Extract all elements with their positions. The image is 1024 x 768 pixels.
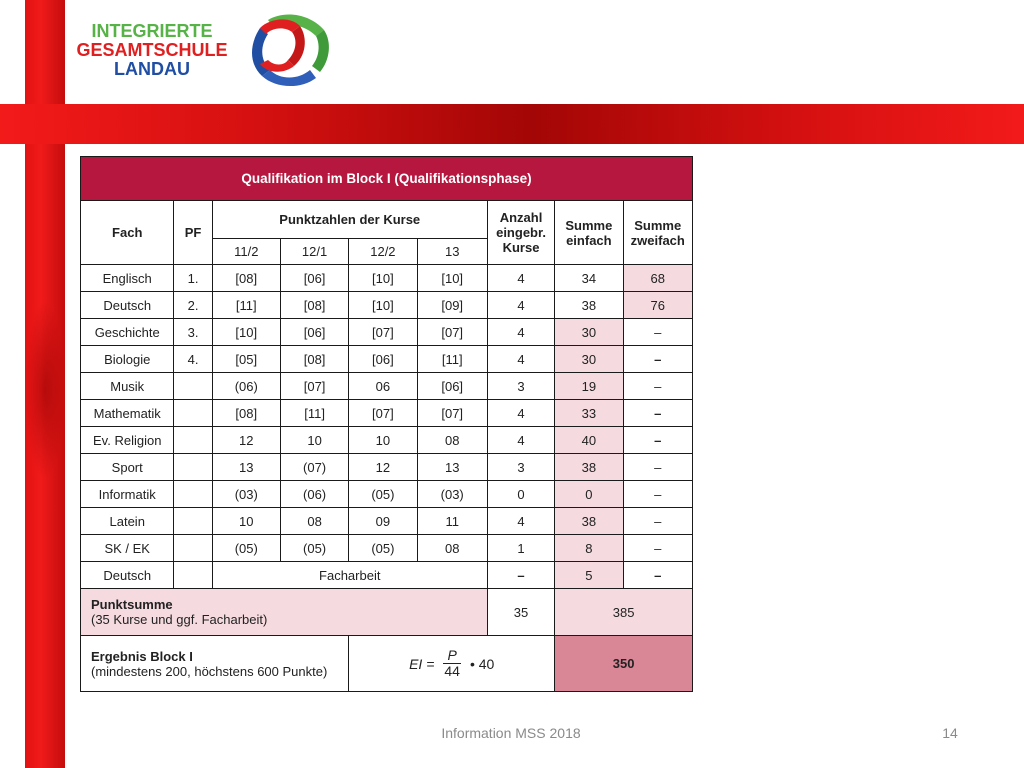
cell-k1: [08] xyxy=(212,265,280,292)
cell-k3: [07] xyxy=(349,319,417,346)
table-title: Qualifikation im Block I (Qualifikationsphase) xyxy=(81,157,693,201)
footer-title: Information MSS 2018 xyxy=(441,725,581,741)
punktsumme-label-cell xyxy=(81,589,488,636)
header-term: 11/2 xyxy=(212,239,280,265)
header-summe-einfach: Summe einfach xyxy=(555,201,623,265)
punktsumme-label: Punktsumme xyxy=(91,597,173,612)
table-row xyxy=(81,265,693,292)
cell-zweifach: – xyxy=(623,373,693,400)
cell-anzahl: 4 xyxy=(487,508,554,535)
cell-einfach: 0 xyxy=(555,481,623,508)
cell-anzahl: 3 xyxy=(487,454,554,481)
cell-k3: 09 xyxy=(349,508,417,535)
cell-fach: Musik xyxy=(81,373,174,400)
cell-zweifach: – xyxy=(623,319,693,346)
ergebnis-label-cell xyxy=(81,636,349,692)
cell-k2: 08 xyxy=(280,508,348,535)
cell-einfach: 33 xyxy=(555,400,623,427)
cell-zweifach: – xyxy=(623,481,693,508)
punktsumme-value: 385 xyxy=(555,589,693,636)
formula-fraction xyxy=(440,648,464,679)
cell-zweifach: – xyxy=(623,508,693,535)
facharbeit-einfach: 5 xyxy=(555,562,623,589)
cell-pf xyxy=(174,427,212,454)
cell-einfach: 38 xyxy=(555,454,623,481)
cell-k2: (06) xyxy=(280,481,348,508)
cell-einfach: 38 xyxy=(555,292,623,319)
header-term: 12/1 xyxy=(280,239,348,265)
cell-einfach: 40 xyxy=(555,427,623,454)
header-anzahl: Anzahl eingebr. Kurse xyxy=(487,201,554,265)
cell-k3: [10] xyxy=(349,292,417,319)
header-summe-zweifach: Summe zweifach xyxy=(623,201,693,265)
cell-anzahl: 3 xyxy=(487,373,554,400)
cell-k2: [07] xyxy=(280,373,348,400)
logo-line-1: INTEGRIERTE xyxy=(91,21,213,41)
table-row xyxy=(81,373,693,400)
cell-k3: (05) xyxy=(349,535,417,562)
cell-k1: [08] xyxy=(212,400,280,427)
cell-fach: Englisch xyxy=(81,265,174,292)
cell-k4: 08 xyxy=(417,427,487,454)
table-row xyxy=(81,292,693,319)
cell-k1: (05) xyxy=(212,535,280,562)
ergebnis-formula xyxy=(409,648,494,679)
cell-einfach: 8 xyxy=(555,535,623,562)
school-logo-icon xyxy=(240,8,332,92)
cell-anzahl: 1 xyxy=(487,535,554,562)
cell-zweifach: – xyxy=(623,400,693,427)
table-row xyxy=(81,346,693,373)
cell-pf: 4. xyxy=(174,346,212,373)
cell-fach: Deutsch xyxy=(81,292,174,319)
logo-line-3: LANDAU xyxy=(114,59,190,79)
cell-zweifach: – xyxy=(623,427,693,454)
cell-anzahl: 4 xyxy=(487,319,554,346)
cell-pf xyxy=(174,373,212,400)
cell-k4: [07] xyxy=(417,400,487,427)
cell-k3: [07] xyxy=(349,400,417,427)
cell-zweifach: 76 xyxy=(623,292,693,319)
ergebnis-sublabel: (mindestens 200, höchstens 600 Punkte) xyxy=(91,663,328,679)
cell-k4: [09] xyxy=(417,292,487,319)
punktsumme-sublabel: (35 Kurse und ggf. Facharbeit) xyxy=(91,612,268,627)
cell-anzahl: 4 xyxy=(487,292,554,319)
red-horizontal-bar xyxy=(0,104,1024,144)
page-number: 14 xyxy=(942,725,958,741)
formula-numerator: P xyxy=(443,648,460,664)
cell-k4: [07] xyxy=(417,319,487,346)
cell-k4: 13 xyxy=(417,454,487,481)
cell-k2: [08] xyxy=(280,292,348,319)
table-row xyxy=(81,454,693,481)
cell-zweifach: – xyxy=(623,346,693,373)
facharbeit-fach: Deutsch xyxy=(81,562,174,589)
facharbeit-zweifach: – xyxy=(623,562,693,589)
cell-k3: [10] xyxy=(349,265,417,292)
cell-k3: 12 xyxy=(349,454,417,481)
cell-pf xyxy=(174,535,212,562)
cell-k4: [11] xyxy=(417,346,487,373)
cell-k1: (06) xyxy=(212,373,280,400)
logo-line-2: GESAMTSCHULE xyxy=(76,40,228,60)
cell-pf xyxy=(174,400,212,427)
header-fach: Fach xyxy=(81,201,174,265)
table-row xyxy=(81,400,693,427)
table-row xyxy=(81,481,693,508)
cell-fach: Sport xyxy=(81,454,174,481)
school-logo-text xyxy=(70,22,234,79)
cell-fach: SK / EK xyxy=(81,535,174,562)
ergebnis-formula-cell xyxy=(349,636,555,692)
cell-k1: [11] xyxy=(212,292,280,319)
cell-anzahl: 4 xyxy=(487,400,554,427)
cell-fach: Geschichte xyxy=(81,319,174,346)
formula-denominator: 44 xyxy=(444,663,460,679)
cell-pf: 3. xyxy=(174,319,212,346)
cell-zweifach: – xyxy=(623,535,693,562)
cell-k4: 08 xyxy=(417,535,487,562)
ergebnis-label: Ergebnis Block I xyxy=(91,648,193,664)
cell-k2: [06] xyxy=(280,265,348,292)
cell-einfach: 19 xyxy=(555,373,623,400)
cell-k2: [06] xyxy=(280,319,348,346)
cell-k1: 13 xyxy=(212,454,280,481)
formula-lhs: EI = xyxy=(409,655,435,672)
cell-k2: 10 xyxy=(280,427,348,454)
cell-k2: (05) xyxy=(280,535,348,562)
qualification-table xyxy=(80,156,693,692)
cell-fach: Biologie xyxy=(81,346,174,373)
cell-k1: 10 xyxy=(212,508,280,535)
cell-k4: [06] xyxy=(417,373,487,400)
cell-pf: 1. xyxy=(174,265,212,292)
cell-k2: [08] xyxy=(280,346,348,373)
cell-k1: [10] xyxy=(212,319,280,346)
vertical-bar-shade xyxy=(25,300,65,480)
formula-rhs: • 40 xyxy=(469,655,495,672)
cell-k4: 11 xyxy=(417,508,487,535)
cell-anzahl: 4 xyxy=(487,346,554,373)
cell-k3: (05) xyxy=(349,481,417,508)
cell-k4: (03) xyxy=(417,481,487,508)
cell-pf xyxy=(174,508,212,535)
cell-k3: 06 xyxy=(349,373,417,400)
facharbeit-anzahl: – xyxy=(487,562,554,589)
cell-pf: 2. xyxy=(174,292,212,319)
cell-anzahl: 4 xyxy=(487,427,554,454)
cell-einfach: 34 xyxy=(555,265,623,292)
cell-k4: [10] xyxy=(417,265,487,292)
table-row xyxy=(81,508,693,535)
cell-anzahl: 4 xyxy=(487,265,554,292)
cell-einfach: 30 xyxy=(555,319,623,346)
header-term: 13 xyxy=(417,239,487,265)
header-punktzahlen: Punktzahlen der Kurse xyxy=(212,201,487,239)
cell-pf xyxy=(174,481,212,508)
punktsumme-anzahl: 35 xyxy=(487,589,554,636)
table-row xyxy=(81,535,693,562)
cell-k2: (07) xyxy=(280,454,348,481)
cell-zweifach: 68 xyxy=(623,265,693,292)
cell-einfach: 30 xyxy=(555,346,623,373)
facharbeit-label: Facharbeit xyxy=(212,562,487,589)
cell-zweifach: – xyxy=(623,454,693,481)
cell-k2: [11] xyxy=(280,400,348,427)
table-body xyxy=(81,265,693,562)
cell-k1: [05] xyxy=(212,346,280,373)
header-pf: PF xyxy=(174,201,212,265)
cell-fach: Mathematik xyxy=(81,400,174,427)
qualification-table-container xyxy=(80,156,693,716)
cell-k3: [06] xyxy=(349,346,417,373)
table-row xyxy=(81,319,693,346)
cell-k3: 10 xyxy=(349,427,417,454)
cell-einfach: 38 xyxy=(555,508,623,535)
cell-fach: Latein xyxy=(81,508,174,535)
cell-pf xyxy=(174,454,212,481)
ergebnis-value: 350 xyxy=(555,636,693,692)
cell-fach: Informatik xyxy=(81,481,174,508)
facharbeit-pf xyxy=(174,562,212,589)
cell-fach: Ev. Religion xyxy=(81,427,174,454)
cell-anzahl: 0 xyxy=(487,481,554,508)
table-row xyxy=(81,427,693,454)
cell-k1: (03) xyxy=(212,481,280,508)
cell-k1: 12 xyxy=(212,427,280,454)
header-term: 12/2 xyxy=(349,239,417,265)
